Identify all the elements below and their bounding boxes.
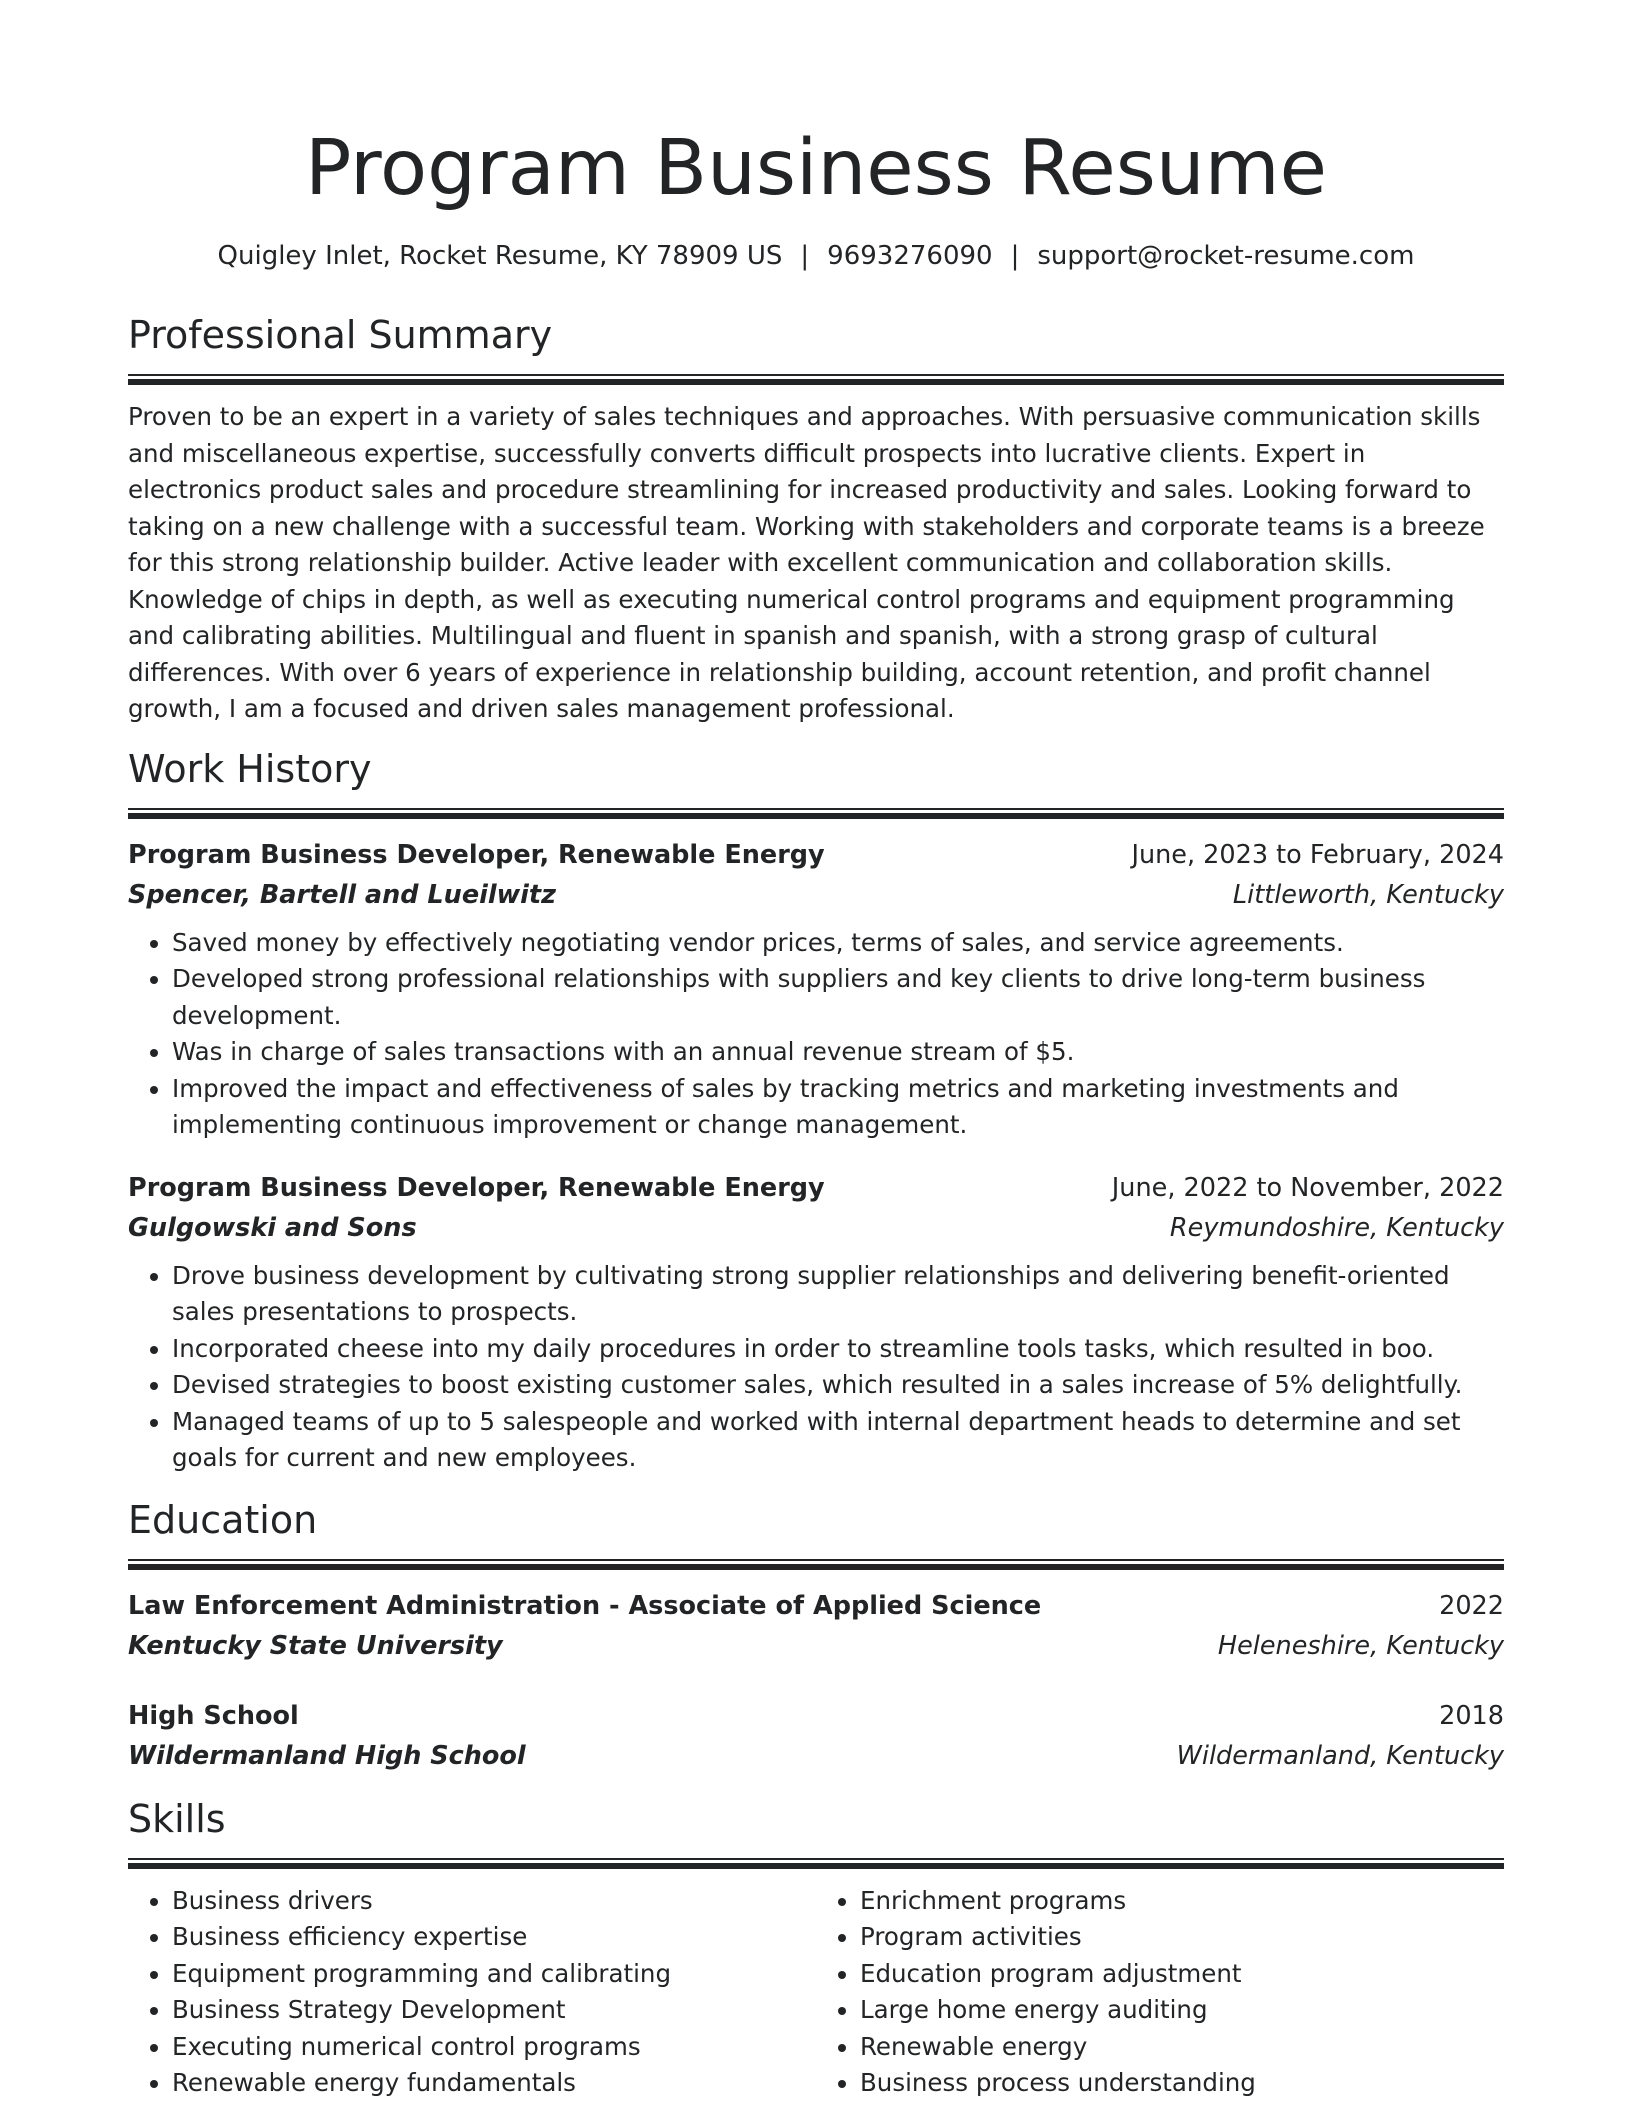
job-bullet: • Saved money by effectively negotiating vendor prices, terms of sales, and service agreements. [172,925,1504,962]
section-divider [128,808,1504,819]
job-bullet: • Was in charge of sales transactions with an annual revenue stream of $5. [172,1034,1504,1071]
education-year: 2022 [1439,1590,1504,1621]
job-bullet: • Developed strong professional relationships with suppliers and key clients to drive long-term business development. [172,961,1504,1034]
education-subheader [128,1626,1504,1666]
job-location: Littleworth, Kentucky [1232,879,1504,910]
skill-item: • Business drivers [172,1883,816,1920]
section-divider [128,374,1504,385]
skill-item: • Equipment programming and calibrating [172,1956,816,1993]
job-title: Program Business Developer, Renewable Energy [128,1172,825,1203]
contact-address: Quigley Inlet, Rocket Resume, KY 78909 US [217,241,783,271]
education-degree: Law Enforcement Administration - Associate of Applied Science [128,1590,1042,1621]
skills-columns [128,1883,1504,2102]
resume-name: Program Business Resume [304,124,1328,213]
job-company: Spencer, Bartell and Lueilwitz [128,879,556,910]
job-company: Gulgowski and Sons [128,1212,417,1243]
job-bullet: • Drove business development by cultivating strong supplier relationships and delivering benefit-oriented sales presentations to prospects. [172,1258,1504,1331]
summary-section [128,310,1504,728]
skill-item: • Program activities [860,1919,1504,1956]
job-entry [128,835,1504,1144]
job-bullet: • Improved the impact and effectiveness of sales by tracking metrics and marketing investments and implementing continuous improvement or change management. [172,1071,1504,1144]
resume-page [128,0,1504,2102]
skill-item: • Education program adjustment [860,1956,1504,1993]
education-header [128,1696,1504,1736]
job-entry [128,1168,1504,1477]
skill-item: • Business efficiency expertise [172,1919,816,1956]
skills-list-right [816,1883,1504,2102]
job-subheader [128,875,1504,915]
education-school: Wildermanland High School [128,1740,526,1771]
job-subheader [128,1208,1504,1248]
work-section [128,744,1504,1477]
job-bullets [128,1258,1504,1477]
contact-separator: | [800,241,810,271]
education-school: Kentucky State University [128,1630,503,1661]
section-title-skills: Skills [128,1796,226,1841]
job-bullet: • Devised strategies to boost existing customer sales, which resulted in a sales increase of 5% delightfully. [172,1367,1504,1404]
section-title-work: Work History [128,746,372,791]
education-year: 2018 [1439,1700,1504,1731]
job-bullet: • Incorporated cheese into my daily procedures in order to streamline tools tasks, which resulted in boo. [172,1331,1504,1368]
job-header [128,835,1504,875]
job-dates: June, 2023 to February, 2024 [1131,839,1504,870]
education-entry [128,1696,1504,1776]
skill-item: • Business Strategy Development [172,1992,816,2029]
section-title-summary: Professional Summary [128,313,553,357]
education-header [128,1586,1504,1626]
skills-section [128,1794,1504,2102]
education-section [128,1495,1504,1776]
education-subheader [128,1736,1504,1776]
job-bullets [128,925,1504,1144]
section-title-education: Education [128,1497,318,1542]
contact-separator: | [1010,241,1020,271]
contact-phone: 9693276090 [827,241,993,271]
summary-text: Proven to be an expert in a variety of sales techniques and approaches. With persuasive communication skills and miscellaneous expertise, successfully converts difficult prospects into lucrative clients. Expert in electronics product sales and procedure streamlining for increased productivity and sales. Looking forward to taking on a new challenge with a successful team. Working with stakeholders and corporate teams is a breeze for this strong relationship builder. Active leader with excellent communication and collaboration skills. Knowledge of chips in depth, as well as executing numerical control programs and equipment programming and calibrating abilities. Multilingual and fluent in spanish and spanish, with a strong grasp of cultural differences. With over 6 years of experience in relationship building, account retention, and profit channel growth, I am a focused and driven sales management professional. [128,402,1485,723]
skill-item: • Renewable energy [860,2029,1504,2066]
skill-item: • Enrichment programs [860,1883,1504,1920]
section-divider [128,1858,1504,1869]
skills-list-left [128,1883,816,2102]
section-divider [128,1559,1504,1570]
education-entry [128,1586,1504,1666]
education-location: Heleneshire, Kentucky [1217,1630,1504,1661]
education-location: Wildermanland, Kentucky [1176,1740,1504,1771]
job-location: Reymundoshire, Kentucky [1169,1212,1504,1243]
skill-item: • Business process understanding [860,2065,1504,2102]
skill-item: • Renewable energy fundamentals [172,2065,816,2102]
education-degree: High School [128,1700,299,1731]
skill-item: • Executing numerical control programs [172,2029,816,2066]
contact-line [128,238,1504,274]
job-bullet: • Managed teams of up to 5 salespeople and worked with internal department heads to determine and set goals for current and new employees. [172,1404,1504,1477]
job-dates: June, 2022 to November, 2022 [1111,1172,1504,1203]
job-header [128,1168,1504,1208]
contact-email: support@rocket-resume.com [1037,241,1415,271]
job-title: Program Business Developer, Renewable Energy [128,839,825,870]
skill-item: • Large home energy auditing [860,1992,1504,2029]
